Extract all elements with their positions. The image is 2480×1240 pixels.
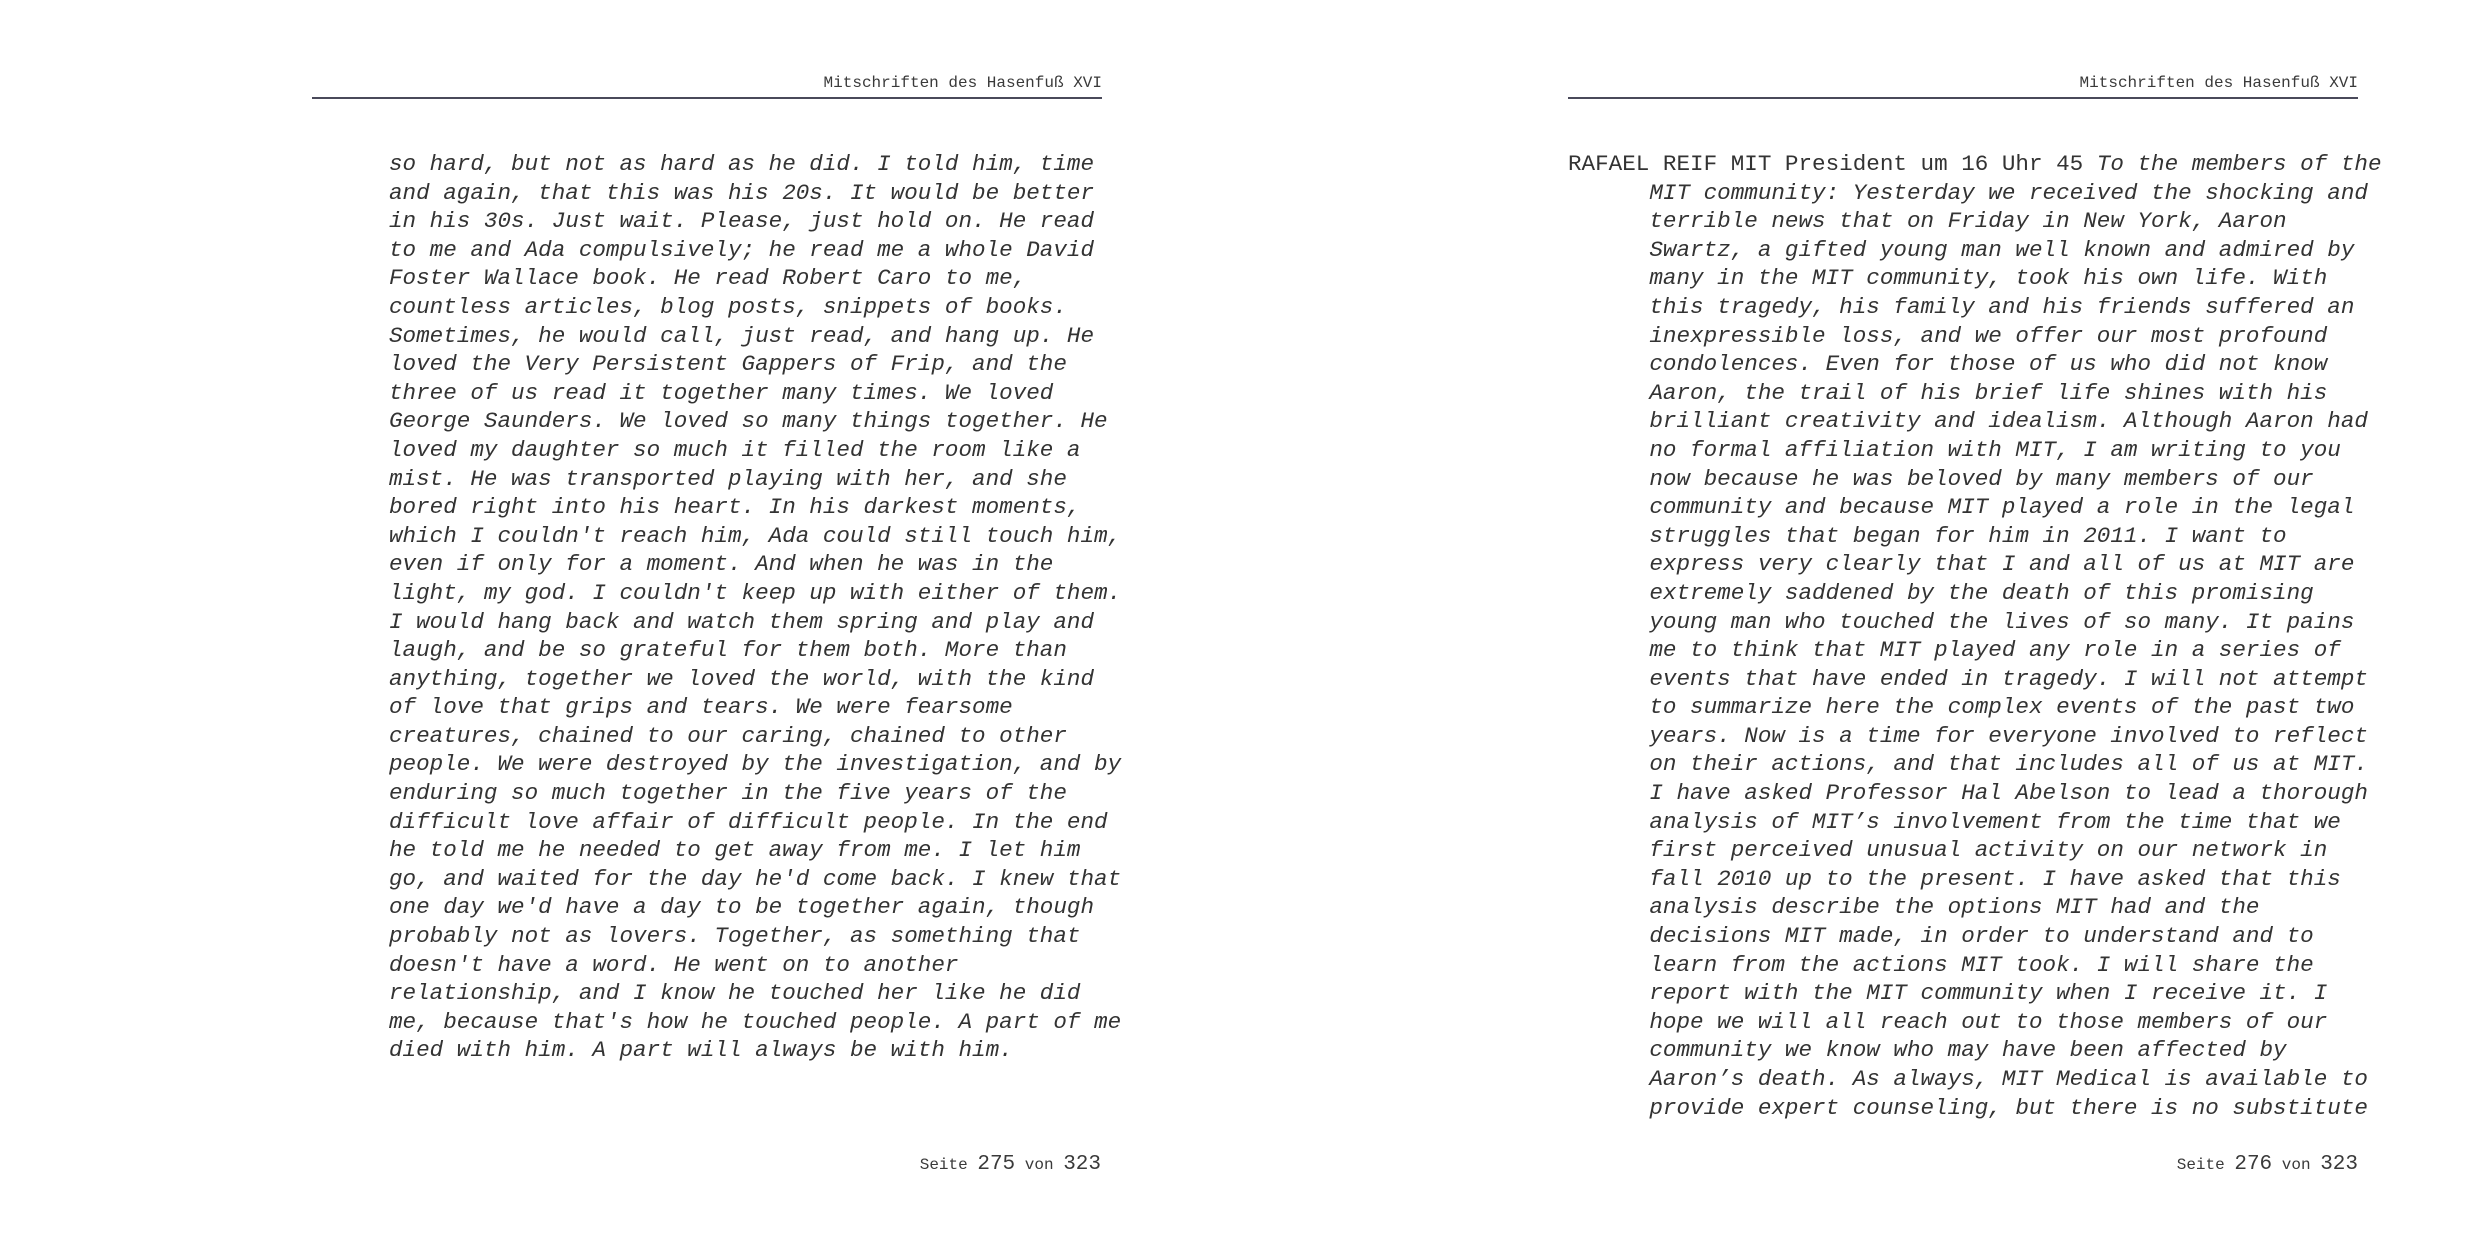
- text-line: to me and Ada compulsively; he read me a whole David: [389, 236, 1095, 263]
- text-line: creatures, chained to our caring, chained to other: [389, 722, 1067, 749]
- entry-lead: RAFAEL REIF MIT President um 16 Uhr 45: [1568, 151, 2097, 177]
- text-line: express very clearly that I and all of us at MIT are: [1568, 551, 2355, 578]
- text-line: events that have ended in tragedy. I will not attempt: [1568, 665, 2368, 692]
- text-line: in his 30s. Just wait. Please, just hold on. He read: [389, 208, 1095, 235]
- text-line: first perceived unusual activity on our network in: [1568, 837, 2328, 864]
- text-line: enduring so much together in the five years of the: [389, 780, 1067, 807]
- text-line: young man who touched the lives of so many. It pains: [1568, 608, 2355, 635]
- text-line: which I couldn't reach him, Ada could still touch him,: [389, 522, 1122, 549]
- text-line: I have asked Professor Hal Abelson to lead a thorough: [1568, 780, 2368, 807]
- header-rule: [1568, 97, 2358, 99]
- text-line: one day we'd have a day to be together again, though: [389, 894, 1095, 921]
- text-line: and again, that this was his 20s. It would be better: [389, 179, 1095, 206]
- entry-first-line-text: To the members of the: [2096, 151, 2382, 177]
- text-line: Aaron’s death. As always, MIT Medical is available to: [1568, 1066, 2368, 1092]
- text-line: go, and waited for the day he'd come back. I knew that: [389, 865, 1122, 892]
- text-line: inexpressible loss, and we offer our most profound: [1568, 322, 2328, 349]
- text-line: of love that grips and tears. We were fearsome: [389, 694, 1013, 721]
- text-line: fall 2010 up to the present. I have asked that this: [1568, 865, 2341, 892]
- page-footer: [701, 1152, 1101, 1178]
- text-line: so hard, but not as hard as he did. I told him, time: [389, 151, 1095, 177]
- page-number: 275: [977, 1153, 1016, 1176]
- page-footer: [1958, 1152, 2358, 1178]
- text-line: MIT community: Yesterday we received the shocking and: [1568, 179, 2368, 206]
- running-header: Mitschriften des Hasenfuß XVI: [823, 74, 1102, 92]
- total-pages: 323: [1063, 1153, 1101, 1176]
- text-line: loved the Very Persistent Gappers of Frip, and the: [389, 351, 1067, 378]
- text-line: countless articles, blog posts, snippets of books.: [389, 293, 1067, 320]
- body-text: [389, 150, 1121, 1065]
- text-line: extremely saddened by the death of this promising: [1568, 579, 2314, 606]
- text-line: provide expert counseling, but there is no substitute: [1568, 1094, 2368, 1121]
- header-rule: [312, 97, 1102, 99]
- text-line: decisions MIT made, in order to understand and to: [1568, 923, 2314, 950]
- folio-word-von: von: [2281, 1156, 2311, 1174]
- running-header: Mitschriften des Hasenfuß XVI: [2079, 74, 2358, 92]
- text-line: no formal affiliation with MIT, I am writing to you: [1568, 436, 2341, 463]
- text-line: George Saunders. We loved so many things together. He: [389, 408, 1108, 435]
- text-line: doesn't have a word. He went on to another: [389, 951, 959, 978]
- text-line: probably not as lovers. Together, as something that: [389, 923, 1081, 950]
- text-line: this tragedy, his family and his friends suffered an: [1568, 293, 2355, 320]
- text-line: report with the MIT community when I receive it. I: [1568, 980, 2328, 1007]
- text-line: people. We were destroyed by the investigation, and by: [389, 751, 1122, 778]
- text-line: on their actions, and that includes all of us at MIT.: [1568, 751, 2368, 778]
- text-line: to summarize here the complex events of the past two: [1568, 694, 2355, 721]
- text-line: relationship, and I know he touched her like he did: [389, 980, 1081, 1007]
- body-text: [1568, 150, 2382, 1122]
- text-line: now because he was beloved by many members of our: [1568, 465, 2314, 492]
- text-line: Sometimes, he would call, just read, and hang up. He: [389, 322, 1095, 349]
- text-line: laugh, and be so grateful for them both. More than: [389, 637, 1067, 664]
- text-line: Aaron, the trail of his brief life shines with his: [1568, 379, 2328, 406]
- page-number: 276: [2234, 1153, 2273, 1176]
- text-line: even if only for a moment. And when he was in the: [389, 551, 1054, 578]
- text-line: he told me he needed to get away from me. I let him: [389, 837, 1081, 864]
- text-line: brilliant creativity and idealism. Although Aaron had: [1568, 408, 2368, 435]
- text-line: analysis describe the options MIT had and the: [1568, 894, 2260, 921]
- text-line: me to think that MIT played any role in a series of: [1568, 637, 2341, 664]
- right-page: [1240, 0, 2480, 1240]
- text-line: condolences. Even for those of us who did not know: [1568, 351, 2328, 378]
- text-line: community and because MIT played a role in the legal: [1568, 494, 2355, 521]
- text-line: me, because that's how he touched people. A part of me: [389, 1008, 1122, 1035]
- text-line: anything, together we loved the world, with the kind: [389, 665, 1095, 692]
- text-line: I would hang back and watch them spring and play and: [389, 608, 1095, 635]
- text-line: learn from the actions MIT took. I will share the: [1568, 951, 2314, 978]
- text-line: light, my god. I couldn't keep up with either of them.: [389, 579, 1122, 606]
- text-line: mist. He was transported playing with her, and she: [389, 465, 1067, 492]
- text-line: terrible news that on Friday in New York, Aaron: [1568, 208, 2287, 235]
- text-line: analysis of MIT’s involvement from the time that we: [1568, 808, 2341, 835]
- folio-word-seite: Seite: [2176, 1156, 2225, 1174]
- text-line: many in the MIT community, took his own life. With: [1568, 265, 2328, 292]
- text-line: bored right into his heart. In his darkest moments,: [389, 494, 1081, 521]
- text-line: years. Now is a time for everyone involved to reflect: [1568, 722, 2368, 749]
- total-pages: 323: [2320, 1153, 2358, 1176]
- text-line: struggles that began for him in 2011. I want to: [1568, 522, 2287, 549]
- text-line: three of us read it together many times. We loved: [389, 379, 1054, 406]
- text-line: Swartz, a gifted young man well known and admired by: [1568, 236, 2355, 263]
- text-line: hope we will all reach out to those members of our: [1568, 1008, 2328, 1035]
- text-line: loved my daughter so much it filled the room like a: [389, 436, 1081, 463]
- entry-first-line: [1568, 150, 2382, 179]
- text-line: died with him. A part will always be with him.: [389, 1037, 1013, 1064]
- folio-word-von: von: [1024, 1156, 1054, 1174]
- folio-word-seite: Seite: [919, 1156, 968, 1174]
- text-line: Foster Wallace book. He read Robert Caro to me,: [389, 265, 1027, 292]
- text-line: community we know who may have been affected by: [1568, 1037, 2287, 1064]
- text-line: difficult love affair of difficult people. In the end: [389, 808, 1108, 835]
